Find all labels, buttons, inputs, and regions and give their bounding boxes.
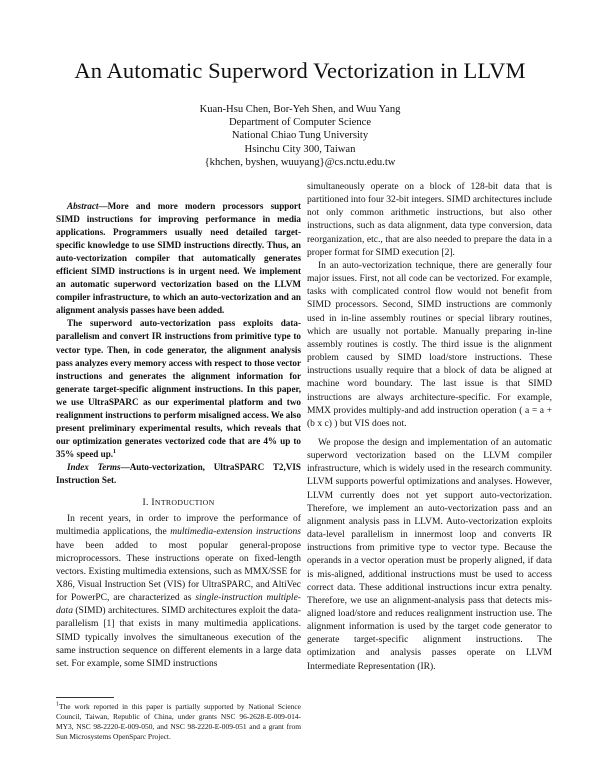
intro-paragraph-1 [56,512,301,670]
index-terms-text: —Auto-vectorization, UltraSPARC T2,VIS Instruction Set. [56,461,301,485]
intro-paragraph-1-continued: simultaneously operate on a block of 128-bit data that is partitioned into four 32-bit integers. SIMD architectures include not only common arithmetic instructions, but also other instructions, such as data alignment, data type conversion, data reorganization, etc., that are also needed to prepare the data in a proper format for SIMD execution [2]. [307,181,552,258]
abstract-text-2: The superword auto-vectorization pass exploits data-parallelism and convert IR instructions from primitive type to vector type. Then, in code generator, the alignment analysis pass analyzes every memory access with respect to those vector instructions and generates the alignment information for generate target-specific alignment instructions. In this paper, we use UltraSPARC as our experimental platform and two realignment instructions to perform misaligned access. We also present preliminary experimental results, which reveals that our optimization generates vectorized code that are 4% up to 35% speed up. [56,318,302,459]
footnote-text: The work reported in this paper is partially supported by National Science Council, Taiwan, Republic of China, under grants NSC 96-2628-E-009-014-MY3, NSC 98-2220-E-009-050, and NSC 98-2220-E-009-051 and a grant from Sun Microsystems OpenSparc Project. [56,702,301,741]
section-numeral: I. I [142,497,155,509]
section-heading-introduction [56,496,301,509]
abstract-text: —More and more modern processors support SIMD instructions for improving performance in media applications. Programmers usually need detailed target-specific knowledge to use SIMD instructions directly. Thus, an auto-vectorization compiler that automatically generates efficient SIMD instructions is in urgent need. We implement an automatic superword vectorization based on the LLVM compiler infrastructure, to which an auto-vectorization and an alignment analysis passes have been added. [56,201,301,316]
abstract-label: Abstract [67,201,99,211]
index-terms-label: Index Terms [67,461,121,472]
footnote-divider [56,697,114,698]
intro-p1-text-c: (SIMD) architectures. SIMD architectures exploit the data-parallelism [1] that exists in many multimedia applications. SIMD typically involves the simultaneous execution of the same instruction sequence on different elements in a large data set. For example, some SIMD instructions [56,605,301,669]
abstract-paragraph-2 [56,317,301,461]
intro-paragraph-3: We propose the design and implementation of an automatic superword vectorization based on the LLVM compiler infrastructure, which is widely used in the research community. LLVM supports powerful optimizations and analyses. However, LLVM currently does not yet support auto-vectorization. Therefore, we implement an auto-vectorization pass and an alignment analysis pass in LLVM. Auto-vectorization exploits data-level parallelism in innermost loop and converts IR instructions from primitive type to vector type. Because the operands in a vector operation must be properly aligned, if data is mis-aligned, additional instructions must be used to access correct data. These additional instructions incur extra penalty. Therefore, we use an alignment-analysis pass that detects mis-aligned load/store and reduces realignment instruction use. The alignment information is used by the target code generator to generate target-specific alignment instructions. The optimization and analysis passes operate on LLVM Intermediate Representation (IR). [307,436,552,672]
index-terms [56,461,301,487]
intro-p1-emphasis-1: multimedia-extension instructions [170,526,301,538]
paper-title: An Automatic Superword Vectorization in LLVM [74,58,526,83]
intro-paragraph-2: In an auto-vectorization technique, there are generally four major issues. First, not all code can be vectorized. For example, tasks with complicated control flow would not benefit from SIMD processors. Second, SIMD instructions are commonly used in in-line assembly routines or special library routines, which are usually not portable. Manually preparing in-line assembly routines is costly. The third issue is the alignment problem caused by SIMD load/store instructions. These instructions usually require that a block of data be aligned at machine word boundary. The last issue is that SIMD instructions are always architecture-specific. For example, MMX provides multiply-and add instruction operation ( a = a + (b x c) ) but VIS does not. [307,259,552,429]
author-block [0,103,600,169]
intro-p1-text-b: have been added to most popular general-propose microprocessors. These instructions operate on fixed-length vectors. Existing multimedia extensions, such as MMX/SSE for X86, Visual Instruction Set (VIS) for UltraSPARC, and AltiVec for PowerPC, are characterized as [56,539,301,604]
section-name: NTRODUCTION [154,498,215,508]
author-university: National Chiao Tung University [231,130,369,142]
author-city: Hsinchu City 300, Taiwan [244,143,356,155]
intro-p1-text-a: In recent years, in order to improve the performance of multimedia applications, the [56,513,301,538]
author-department: Department of Computer Science [228,117,372,129]
intro-p1-emphasis-2: single-instruction multiple-data [56,592,301,617]
author-names: Kuan-Hsu Chen, Bor-Yeh Shen, and Wuu Yang [199,104,401,115]
abstract-footnote-mark: 1 [113,448,117,455]
footnote-mark: 1 [56,701,59,708]
footnote [56,702,301,742]
abstract-paragraph [56,200,301,317]
author-email: {khchen, byshen, wuuyang}@cs.nctu.edu.tw [204,156,396,168]
left-column [56,200,301,670]
right-column [307,180,552,673]
